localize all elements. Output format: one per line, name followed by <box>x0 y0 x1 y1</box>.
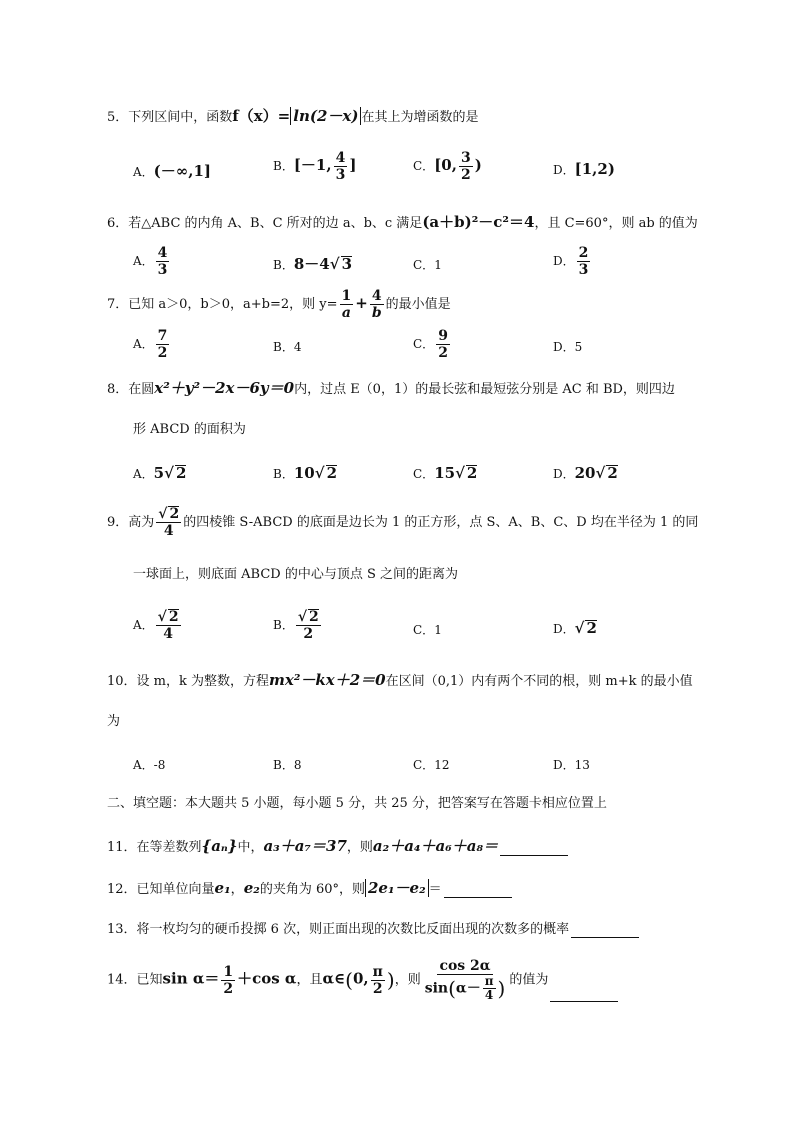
q7-stem-post: 的最小值是 <box>385 297 451 312</box>
q6-expr: (a＋b)²－c²＝4 <box>422 213 535 231</box>
question-10-line2: 为 <box>107 714 121 729</box>
q9-option-b: B． $\frac{√ 2}{2}$ <box>273 609 319 642</box>
q7-a-label: A． <box>133 337 154 351</box>
q7-f1-num: 1 <box>341 288 352 304</box>
q6-b-pre: 8－4 <box>293 255 330 273</box>
q7-f1-den: a <box>341 305 351 321</box>
q10-b-value: 8 <box>293 758 302 772</box>
q11-seq: {aₙ} <box>201 837 238 855</box>
q14-big-den-in: α－ <box>455 980 481 997</box>
q8-a-coef: 5 <box>153 464 165 482</box>
q5-b-pre: [－1, <box>293 156 332 174</box>
q9-stem-post: 的四棱锥 S-ABCD 的底面是边长为 1 的正方形，点 S、A、B、C、D 均在半径为 1 的同 <box>183 515 699 530</box>
q8-c-coef: 15 <box>434 464 456 482</box>
q8-d-label: D． <box>553 467 575 481</box>
q8-b-label: B． <box>273 467 294 481</box>
q8-stem-pre: 8．在圆 <box>107 382 155 397</box>
q6-b-rad: 3 <box>341 255 352 273</box>
q5-c-pre: [0, <box>434 156 457 174</box>
q5-d-value: [1,2) <box>574 160 615 178</box>
q5-expr: ln(2－x) <box>290 107 361 125</box>
q9-a-den: 4 <box>163 626 174 642</box>
q5-option-a <box>133 160 211 181</box>
q9-d-rad: 2 <box>586 619 597 637</box>
q14-big-den-num: π <box>484 974 494 988</box>
q8-d-rad: 2 <box>607 464 618 482</box>
q7-f2-den: b <box>371 305 382 321</box>
question-7-stem <box>107 288 451 321</box>
q14-alpha-in: α∈ <box>322 969 346 988</box>
q5-option-c <box>413 150 482 183</box>
q9-d-label: D． <box>553 622 575 636</box>
q14-mid: ，且 <box>296 972 323 988</box>
question-11 <box>107 838 568 856</box>
q9-b-den: 2 <box>303 626 314 642</box>
q5-a-label: A． <box>133 165 154 179</box>
q6-c-label: C． <box>413 258 435 272</box>
question-8-line2: 形 ABCD 的面积为 <box>133 422 246 437</box>
q8-d-coef: 20 <box>574 464 596 482</box>
q10-a-label: A． <box>133 758 154 772</box>
q10-option-c <box>413 756 449 773</box>
q9-a-label: A． <box>133 618 154 632</box>
q14-int-pre: 0, <box>352 969 369 988</box>
q6-a-label: A． <box>133 254 154 268</box>
q7-option-d <box>553 338 582 355</box>
q11-mid: 中， <box>237 840 264 855</box>
q5-c-num: 3 <box>460 150 471 166</box>
q9-a-rad: 2 <box>168 609 179 625</box>
q8-b-rad: 2 <box>326 464 337 482</box>
q7-stem-pre: 7．已知 a＞0，b＞0，a+b=2，则 y= <box>107 297 338 312</box>
q9-option-d: D．√ 2 <box>553 619 597 637</box>
q10-option-d <box>553 756 590 773</box>
q7-c-den: 2 <box>438 345 448 361</box>
question-10-stem <box>107 672 693 690</box>
q14-int-den: 2 <box>372 980 383 997</box>
q7-option-b <box>273 338 301 355</box>
q14-big-fraction: cos 2α sin(α－ $\frac{\pi}{4}$ ) <box>424 958 506 1002</box>
q7-c-num: 9 <box>438 328 448 344</box>
q5-b-den: 3 <box>335 167 346 183</box>
question-9-stem: 9．高为 $\frac{√ 2}{4}$ 的四棱锥 S-ABCD 的底面是边长为 1 的正方形，点 S、A、B、C、D 均在半径为 1 的同 <box>107 506 699 539</box>
q10-b-label: B． <box>273 758 294 772</box>
q6-option-a <box>133 245 171 278</box>
q9-option-a: A． $\frac{√ 2}{4}$ <box>133 609 179 642</box>
q10-c-label: C． <box>413 758 435 772</box>
q6-option-b: B．8－4√ 3 <box>273 255 352 273</box>
q7-a-num: 7 <box>157 328 168 344</box>
q5-c-post: ) <box>474 156 482 174</box>
q5-c-label: C． <box>413 159 435 173</box>
q6-d-den: 3 <box>578 262 589 278</box>
q10-stem-post: 在区间（0,1）内有两个不同的根，则 m+k 的最小值 <box>385 674 693 689</box>
q8-stem-post: 内，过点 E（0，1）的最长弦和最短弦分别是 AC 和 BD，则四边 <box>294 382 675 397</box>
q8-c-rad: 2 <box>466 464 478 482</box>
q7-option-c <box>413 328 452 361</box>
q7-option-a <box>133 328 171 361</box>
q5-a-value: (－∞,1] <box>153 162 212 180</box>
q7-c-label: C． <box>413 337 435 351</box>
question-9-line2: 一球面上，则底面 ABCD 的中心与顶点 S 之间的距离为 <box>133 567 458 582</box>
q5-fx: f（x）= <box>232 107 291 125</box>
question-8-stem <box>107 380 675 398</box>
q6-d-num: 2 <box>578 245 589 261</box>
q13-answer-blank[interactable] <box>571 936 639 938</box>
q14-int-num: π <box>372 963 383 980</box>
q12-answer-blank[interactable] <box>444 896 512 898</box>
q7-d-value: 5 <box>574 340 583 354</box>
question-6-stem <box>107 214 698 232</box>
q5-d-label: D． <box>553 163 575 177</box>
q5-b-label: B． <box>273 159 294 173</box>
q9-b-rad: 2 <box>309 609 319 625</box>
q8-option-c: C．15√ 2 <box>413 464 478 482</box>
q6-d-label: D． <box>553 254 575 268</box>
question-13 <box>107 922 639 938</box>
q5-option-d <box>553 160 615 178</box>
q14-mid2: ，则 <box>394 972 421 988</box>
q12-mid: 的夹角为 60°，则 <box>259 882 365 897</box>
q14-pre: 14．已知 <box>107 972 163 988</box>
q8-a-label: A． <box>133 467 154 481</box>
q9-c-value: 1 <box>434 623 442 637</box>
q12-e2: e₂ <box>243 879 260 897</box>
q10-expr: mx²－kx＋2＝0 <box>269 671 386 689</box>
question-12: 12．已知单位向量e₁，e₂的夹角为 60°，则 2e₁－e₂ ＝ <box>107 880 512 898</box>
q10-option-b <box>273 756 301 773</box>
q14-answer-blank[interactable] <box>550 1000 618 1002</box>
q10-stem-pre: 10．设 m，k 为整数，方程 <box>107 674 270 689</box>
q8-b-coef: 10 <box>293 464 315 482</box>
q10-c-value: 12 <box>434 758 450 772</box>
q9-c-label: C． <box>413 623 435 637</box>
q11-mid2: ，则 <box>346 840 373 855</box>
q8-c-label: C． <box>413 467 435 481</box>
q5-c-den: 2 <box>460 167 471 183</box>
q5-b-post: ] <box>349 156 357 174</box>
q11-cond: a₃＋a₇＝37 <box>263 837 347 855</box>
q6-b-label: B． <box>273 258 294 272</box>
q9-b-label: B． <box>273 618 294 632</box>
q13-text: 13．将一枚均匀的硬币投掷 6 次，则正面出现的次数比反面出现的次数多的概率 <box>107 922 570 937</box>
q12-e1: e₁ <box>214 879 231 897</box>
q6-stem-post: ，且 C=60°，则 ab 的值为 <box>534 216 698 231</box>
q14-lhs: sin α＝ <box>162 969 220 988</box>
q10-d-label: D． <box>553 758 575 772</box>
q10-d-value: 13 <box>574 758 590 772</box>
q6-a-num: 4 <box>157 245 168 261</box>
q9-h-den: 4 <box>163 523 174 539</box>
q7-d-label: D． <box>553 340 575 354</box>
q6-option-c <box>413 256 442 273</box>
q6-option-d <box>553 245 592 278</box>
q14-f-num: 1 <box>223 963 234 980</box>
q8-option-a: A．5√ 2 <box>133 464 187 482</box>
q8-option-d: D．20√ 2 <box>553 464 618 482</box>
q14-f-den: 2 <box>223 980 234 997</box>
q5-b-num: 4 <box>335 150 346 166</box>
q5-stem-pre: 5．下列区间中，函数 <box>107 110 233 125</box>
q5-stem-post: 在其上为增函数的是 <box>361 110 479 125</box>
q14-post: 的值为 <box>509 972 549 988</box>
q8-expr: x²＋y²－2x－6y＝0 <box>154 379 295 397</box>
q14-big-den-den: 4 <box>484 988 494 1002</box>
q11-pre: 11．在等差数列 <box>107 840 202 855</box>
q8-option-b: B．10√ 2 <box>273 464 337 482</box>
q12-sep: ， <box>230 882 244 897</box>
q9-h-rad: 2 <box>169 506 180 522</box>
q9-stem-pre: 9．高为 <box>107 515 155 530</box>
q11-answer-blank[interactable] <box>500 854 568 856</box>
q7-plus: + <box>355 294 368 312</box>
q12-pre: 12．已知单位向量 <box>107 882 215 897</box>
q6-a-den: 3 <box>157 262 168 278</box>
q5-option-b <box>273 150 356 183</box>
q10-a-value: -8 <box>153 758 166 772</box>
q14-big-num: cos 2α <box>439 958 491 974</box>
q11-ask: a₂＋a₄＋a₆＋a₈＝ <box>372 837 499 855</box>
q6-stem-pre: 6．若△ABC 的内角 A、B、C 所对的边 a、b、c 满足 <box>107 216 423 231</box>
section-2-heading: 二、填空题：本大题共 5 小题，每小题 5 分，共 25 分，把答案写在答题卡相应位置上 <box>107 796 607 811</box>
q7-a-den: 2 <box>157 345 168 361</box>
q6-c-value: 1 <box>434 258 442 272</box>
q14-rhs: ＋cos α <box>237 969 297 988</box>
q12-ask: 2e₁－e₂ <box>365 879 429 897</box>
q10-option-a <box>133 756 165 773</box>
q7-f2-num: 4 <box>371 288 382 304</box>
q9-option-c <box>413 621 442 638</box>
q7-b-value: 4 <box>293 340 302 354</box>
q7-b-label: B． <box>273 340 294 354</box>
question-14: 14．已知sin α＝ $\frac{1}{2}$ ＋cos α，且α∈(0, $\frac{\pi}{2}$ )，则 cos 2α sin(α－ $\frac{\pi}{4}$ ) 的值为 <box>107 958 618 1002</box>
q8-a-rad: 2 <box>175 464 187 482</box>
question-5-stem <box>107 108 478 126</box>
q14-big-den-pre: sin <box>424 980 449 997</box>
